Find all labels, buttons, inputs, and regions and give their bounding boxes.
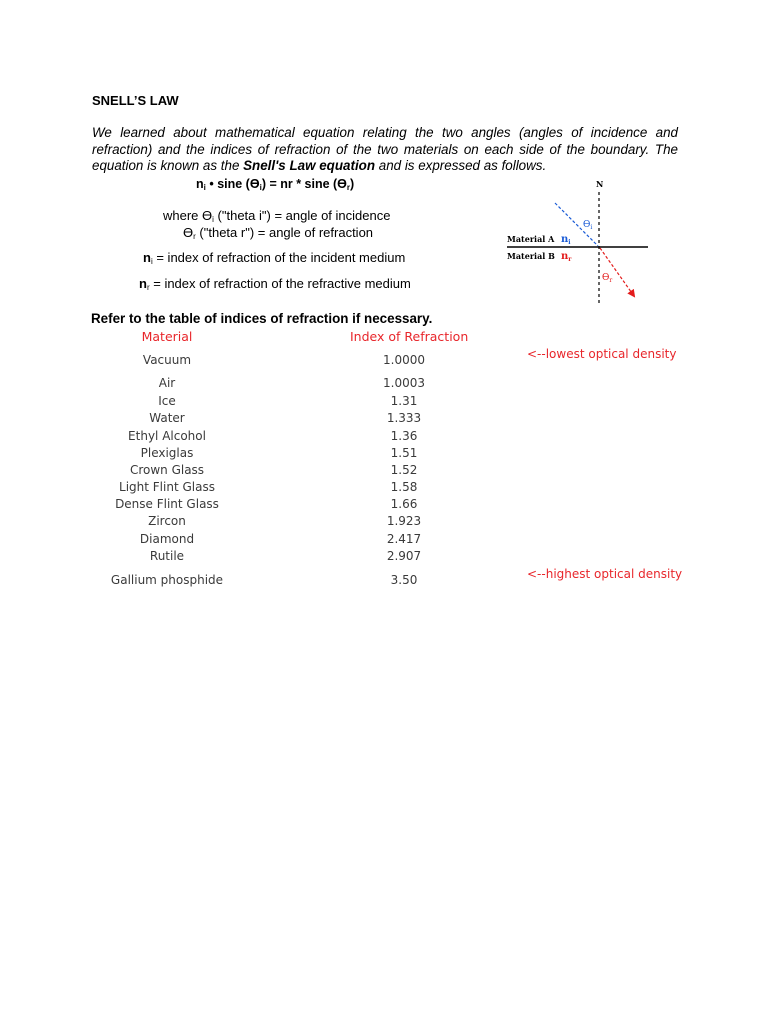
table-row-material: Water: [149, 411, 185, 425]
definition-theta-r: [183, 225, 373, 241]
table-row-material: Plexiglas: [140, 446, 194, 460]
page-title: SNELL’S LAW: [92, 93, 179, 108]
def-where-sub: i: [212, 215, 214, 224]
def-ni-text: = index of refraction of the incident medium: [152, 250, 406, 265]
equation-theta-r-sub: r: [346, 183, 351, 192]
table-row-material: Diamond: [139, 532, 195, 546]
table-row-index: 1.66: [390, 497, 418, 511]
diagram-theta-r-sub: r: [609, 277, 613, 284]
diagram-theta-i: [583, 220, 592, 231]
definition-n-r: [139, 276, 411, 292]
table-row-material: Zircon: [148, 514, 186, 528]
table-row-index: 1.52: [390, 463, 418, 477]
table-row-index: 1.333: [386, 411, 422, 425]
diagram-material-a: Material A: [507, 234, 555, 244]
diagram-theta-i-letter: ϴ: [583, 220, 591, 230]
snells-law-equation: [196, 177, 354, 192]
table-header-material: Material: [141, 329, 193, 344]
intro-bold-term: Snell's Law equation: [243, 158, 376, 173]
def-where-text: ("theta i") = angle of incidence: [213, 208, 391, 223]
note-highest-density: <--highest optical density: [527, 567, 683, 581]
diagram-refracted-ray: [600, 248, 634, 296]
note-lowest-density: <--lowest optical density: [527, 347, 677, 361]
refer-note: Refer to the table of indices of refraction if necessary.: [91, 311, 433, 326]
table-row-material: Dense Flint Glass: [115, 497, 219, 511]
definition-theta-i: [163, 208, 390, 224]
intro-text-after: and is expressed as follows.: [375, 158, 547, 173]
def-where-prefix: where ϴ: [163, 208, 213, 223]
definition-n-i: [143, 250, 405, 266]
diagram-theta-r-letter: ϴ: [602, 273, 610, 283]
diagram-n-r: [561, 251, 572, 263]
table-row-material: Light Flint Glass: [119, 480, 215, 494]
intro-text-before: We learned about mathematical equation relating the two angles (angles of incidence and refraction) and the indices of refraction of the two materials on each side of the boundary. The equation is known as the: [92, 125, 678, 173]
refraction-diagram: [503, 178, 653, 308]
table-row-material: Rutile: [149, 549, 185, 563]
table-row-material: Gallium phosphide: [110, 573, 224, 587]
table-row-material: Vacuum: [142, 353, 192, 367]
equation-i-sub: i: [203, 183, 206, 192]
diagram-theta-i-sub: i: [590, 224, 593, 231]
diagram-n-i-sub: i: [568, 239, 571, 246]
table-row-index: 3.50: [390, 573, 418, 587]
table-header-index: Index of Refraction: [350, 329, 469, 344]
diagram-normal-label: N: [596, 179, 604, 189]
table-row-material: Air: [158, 376, 176, 390]
def-ni-sub: i: [150, 257, 153, 266]
table-row-index: 1.36: [390, 429, 418, 443]
equation-part2: ) = nr * sine (ϴ: [261, 177, 347, 191]
def-theta-r-prefix: ϴ: [183, 225, 194, 240]
def-theta-r-sub: r: [193, 232, 196, 241]
table-row-index: 1.51: [390, 446, 418, 460]
table-row-index: 1.31: [390, 394, 418, 408]
diagram-theta-r: [602, 273, 612, 284]
table-row-index: 2.907: [386, 549, 422, 563]
diagram-n-r-letter: n: [561, 251, 569, 262]
equation-n: n: [196, 177, 204, 191]
diagram-material-b: Material B: [507, 251, 555, 261]
table-row-material: Crown Glass: [129, 463, 205, 477]
equation-part3: ): [350, 177, 355, 191]
diagram-n-i-letter: n: [561, 234, 569, 245]
def-nr-sub: r: [146, 283, 150, 292]
diagram-n-r-sub: r: [568, 256, 572, 263]
def-nr-text: = index of refraction of the refractive medium: [149, 276, 411, 291]
equation-theta-i-sub: i: [259, 183, 262, 192]
equation-part1: • sine (ϴ: [205, 177, 260, 191]
table-row-index: 1.923: [386, 514, 422, 528]
table-row-index: 2.417: [386, 532, 422, 546]
def-theta-r-text: ("theta r") = angle of refraction: [195, 225, 374, 240]
table-row-material: Ethyl Alcohol: [128, 429, 206, 443]
table-row-index: 1.0000: [383, 353, 425, 367]
table-row-index: 1.58: [390, 480, 418, 494]
diagram-n-i: [561, 234, 571, 246]
def-nr-n: n: [139, 276, 147, 291]
table-row-index: 1.0003: [383, 376, 425, 390]
def-ni-n: n: [143, 250, 151, 265]
intro-paragraph: [92, 125, 678, 175]
table-row-material: Ice: [158, 394, 176, 408]
